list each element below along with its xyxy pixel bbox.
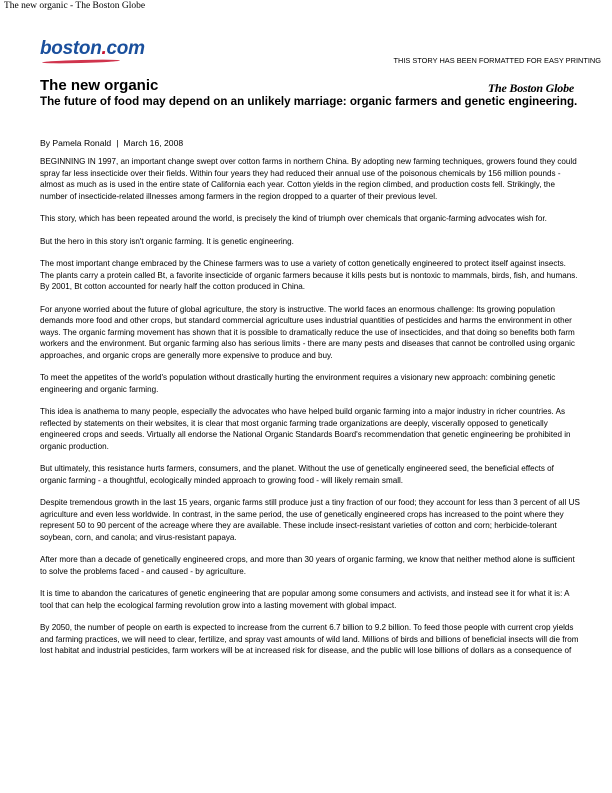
byline-separator: | bbox=[116, 138, 119, 148]
publish-date: March 16, 2008 bbox=[123, 138, 184, 148]
paragraph: Despite tremendous growth in the last 15 years, organic farms still produce just a tiny fraction of our food; they account for less than 3 percent of all US agriculture and even less worldwide. In contrast, in the same period, the use of genetically engineered crops has increased to the point where they represent 50 to 90 percent of the acreage where they are available. These include insect-resistant varieties of cotton and corn; herbicide-tolerant soybean, corn, and canola; and virus-resistant papaya. bbox=[40, 498, 580, 542]
paragraph: It is time to abandon the caricatures of genetic engineering that are popular among some consumers and activists, and instead see it for what it is: A tool that can help the ecological farming revolution grow into a lasting movement with global impact. bbox=[40, 589, 570, 610]
boston-com-logo[interactable] bbox=[40, 38, 145, 60]
paragraph: But the hero in this story isn't organic farming. It is genetic engineering. bbox=[40, 236, 294, 246]
logo-suffix: com bbox=[106, 38, 145, 59]
paragraph: The most important change embraced by the Chinese farmers was to use a variety of cotton genetically engineered to protect itself against insects. The plants carry a protein called Bt, a favorite insecticide of organic farmers because it kills pests but is nontoxic to mammals, birds, fish, and humans. By 2001, Bt cotton accounted for nearly half the cotton produced in China. bbox=[40, 259, 578, 291]
article-title: The new organic bbox=[40, 77, 159, 94]
paragraph: But ultimately, this resistance hurts farmers, consumers, and the planet. Without the use of genetically engineered seed, the beneficial effects of organic farming - a thoughtful, ecologically minded approach to growing food - will likely remain small. bbox=[40, 464, 554, 485]
byline bbox=[40, 138, 183, 148]
logo-dot: . bbox=[101, 38, 107, 59]
article-body bbox=[40, 156, 580, 668]
paragraph: To meet the appetites of the world's population without drastically hurting the environment requires a visionary new approach: combining genetic engineering and organic farming. bbox=[40, 373, 556, 394]
logo-text: boston bbox=[40, 38, 102, 59]
paragraph: This idea is anathema to many people, especially the advocates who have helped build organic farming into a major industry in richer countries. As reflected by statements on their websites, it is clear that most organic farming trade organizations are deeply, viscerally opposed to genetically engineered crops and seeds. Virtually all endorse the National Organic Standards Board's recommendation that genetic engineering be prohibited in organic production. bbox=[40, 407, 571, 451]
boston-globe-masthead: The Boston Globe bbox=[487, 81, 574, 95]
logo-swoosh-icon bbox=[42, 59, 120, 64]
author: By Pamela Ronald bbox=[40, 138, 112, 148]
article-subtitle: The future of food may depend on an unlikely marriage: organic farmers and genetic engineering. bbox=[40, 95, 578, 108]
browser-page-title: The new organic - The Boston Globe bbox=[4, 1, 146, 11]
paragraph: For anyone worried about the future of global agriculture, the story is instructive. The world faces an enormous challenge: Its growing population demands more food and other crops, but standard commercial agriculture uses industrial quantities of pesticides and harms the environment in other ways. The organic farming movement has shown that it is possible to dramatically reduce the use of insecticides, and that doing so benefits both farm workers and the environment. But organic farming also has serious limits - there are many pests and diseases that cannot be controlled using organic approaches, and organic crops are generally more expensive to produce and buy. bbox=[40, 304, 575, 360]
print-format-notice: THIS STORY HAS BEEN FORMATTED FOR EASY PRINTING bbox=[393, 56, 601, 65]
paragraph: This story, which has been repeated around the world, is precisely the kind of triumph over chemicals that organic-farming advocates wish for. bbox=[40, 214, 547, 223]
paragraph: BEGINNING IN 1997, an important change swept over cotton farms in northern China. By adopting new farming techniques, growers found they could spray far less insecticide over their fields. Within four years they had reduced their annual use of the poisonous chemicals by 156 million pounds - almost as much as is used in the entire state of California each year. Cotton yields in the region climbed, and production costs fell. Strikingly, the number of insecticide-related illnesses among farmers in the region dropped to a quarter of their previous level. bbox=[40, 157, 577, 201]
paragraph: After more than a decade of genetically engineered crops, and more than 30 years of organic farming, we know that neither method alone is sufficient to solve the problems faced - and caused - by agriculture. bbox=[40, 555, 575, 576]
paragraph: By 2050, the number of people on earth is expected to increase from the current 6.7 billion to 9.2 billion. To feed those people with current crop yields and farming practices, we will need to clear, fertilize, and spray vast amounts of wild land. Millions of birds and billions of beneficial insects will die from lost habitat and industrial pesticides, farm workers will be at increased risk for disease, and the public will lose billions of dollars as a consequence of bbox=[40, 623, 579, 655]
